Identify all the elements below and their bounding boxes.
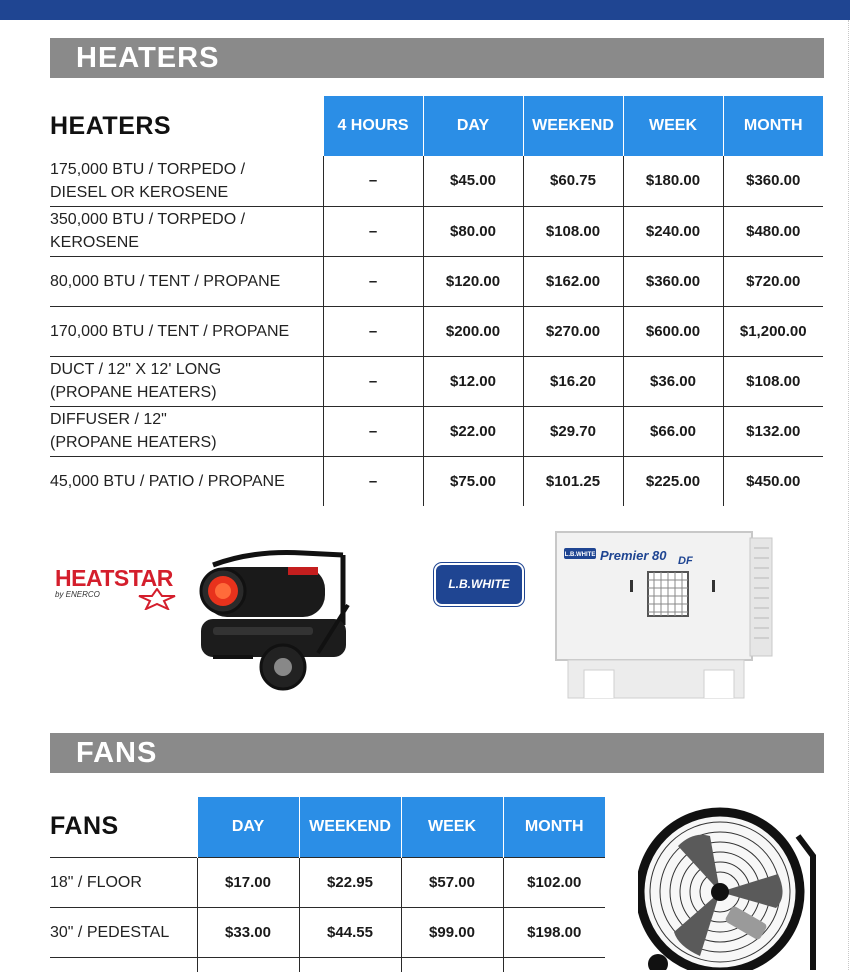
heatstar-logo: [55, 566, 183, 610]
price-month: $132.00: [723, 406, 823, 456]
price-week: $225.00: [623, 456, 723, 506]
table-row: [50, 356, 823, 406]
column-header-month: MONTH: [723, 96, 823, 156]
item-name-line1: 350,000 BTU / TORPEDO /: [50, 211, 246, 228]
column-header-month: MONTH: [503, 797, 605, 857]
table-row: [50, 857, 605, 907]
column-header-week: WEEK: [623, 96, 723, 156]
price-month: $198.00: [503, 907, 605, 957]
price-day: $120.00: [423, 256, 523, 306]
price-4-hours: –: [323, 206, 423, 256]
price-weekend: $108.00: [523, 206, 623, 256]
premier-heater-image: [554, 530, 774, 708]
item-name: 45,000 BTU / PATIO / PROPANE: [50, 472, 285, 490]
empty-cell: [401, 957, 503, 972]
price-week: $180.00: [623, 156, 723, 206]
price-weekend: $60.75: [523, 156, 623, 206]
column-header-4-hours: 4 HOURS: [323, 96, 423, 156]
top-bar: [0, 0, 850, 20]
price-month: $1,200.00: [723, 306, 823, 356]
price-week: $240.00: [623, 206, 723, 256]
price-4-hours: –: [323, 406, 423, 456]
price-month: $102.00: [503, 857, 605, 907]
price-week: $360.00: [623, 256, 723, 306]
star-icon: [137, 588, 177, 610]
price-day: $200.00: [423, 306, 523, 356]
item-name: 170,000 BTU / TENT / PROPANE: [50, 306, 323, 356]
price-week: $66.00: [623, 406, 723, 456]
item-name-line2: (PROPANE HEATERS): [50, 384, 217, 401]
column-header-day: DAY: [423, 96, 523, 156]
table-row: [50, 406, 823, 456]
item-name: 80,000 BTU / TENT / PROPANE: [50, 256, 323, 306]
item-name-line1: DUCT / 12" X 12' LONG: [50, 361, 222, 378]
item-name: [50, 206, 323, 256]
table-row: [50, 206, 823, 256]
torpedo-heater-image: [193, 545, 355, 693]
fans-rate-table: [50, 797, 605, 972]
column-header-weekend: WEEKEND: [523, 96, 623, 156]
item-name-line2: (PROPANE HEATERS): [50, 434, 217, 451]
empty-cell: [299, 957, 401, 972]
item-name: [50, 156, 323, 206]
item-name: 30" / PEDESTAL: [50, 907, 197, 957]
price-weekend: $162.00: [523, 256, 623, 306]
price-month: $480.00: [723, 206, 823, 256]
table-row-partial: [50, 957, 605, 972]
price-weekend: $29.70: [523, 406, 623, 456]
price-week: $99.00: [401, 907, 503, 957]
table-row: [50, 256, 823, 306]
price-week: $600.00: [623, 306, 723, 356]
item-name-line2: DIESEL OR KEROSENE: [50, 183, 229, 201]
table-row: [50, 306, 823, 356]
table-row: [50, 456, 823, 506]
premier-badge-text: L.B.WHITE: [564, 552, 596, 558]
item-name: 18" / FLOOR: [50, 857, 197, 907]
lbwhite-logo: L.B.WHITE: [436, 565, 522, 604]
price-4-hours: –: [323, 156, 423, 206]
fans-table-title: FANS: [50, 797, 197, 857]
item-name: [50, 406, 323, 456]
price-weekend: $101.25: [523, 456, 623, 506]
price-month: $450.00: [723, 456, 823, 506]
heaters-section-banner: HEATERS: [50, 38, 824, 78]
drum-fan-image: [638, 796, 828, 970]
table-header-row: [50, 96, 823, 156]
price-month: $720.00: [723, 256, 823, 306]
empty-cell: [197, 957, 299, 972]
price-4-hours: –: [323, 256, 423, 306]
empty-cell: [50, 957, 197, 972]
heatstar-logo-text: HEATSTAR: [55, 565, 173, 591]
item-name: [50, 356, 323, 406]
item-name-line1: 175,000 BTU / TORPEDO /: [50, 160, 246, 178]
price-day: $45.00: [423, 156, 523, 206]
table-header-row: [50, 797, 605, 857]
price-week: $57.00: [401, 857, 503, 907]
price-weekend: $16.20: [523, 356, 623, 406]
item-name-line2: KEROSENE: [50, 234, 139, 251]
price-day: $75.00: [423, 456, 523, 506]
price-weekend: $270.00: [523, 306, 623, 356]
price-4-hours: –: [323, 306, 423, 356]
price-day: $12.00: [423, 356, 523, 406]
table-row: [50, 156, 823, 206]
heaters-table-title: HEATERS: [50, 96, 323, 156]
column-header-week: WEEK: [401, 797, 503, 857]
fans-section-banner: FANS: [50, 733, 824, 773]
column-header-weekend: WEEKEND: [299, 797, 401, 857]
heatstar-logo-subtext: by ENERCO: [55, 590, 100, 599]
price-4-hours: –: [323, 356, 423, 406]
price-day: $17.00: [197, 857, 299, 907]
price-day: $33.00: [197, 907, 299, 957]
heaters-rate-table: [50, 96, 823, 506]
price-week: $36.00: [623, 356, 723, 406]
price-day: $22.00: [423, 406, 523, 456]
premier-model-text: Premier 80: [600, 548, 667, 563]
empty-cell: [503, 957, 605, 972]
table-row: [50, 907, 605, 957]
price-4-hours: –: [323, 456, 423, 506]
column-header-day: DAY: [197, 797, 299, 857]
price-weekend: $22.95: [299, 857, 401, 907]
premier-model-suffix: DF: [678, 555, 693, 567]
price-month: $108.00: [723, 356, 823, 406]
price-weekend: $44.55: [299, 907, 401, 957]
item-name-line1: DIFFUSER / 12": [50, 411, 167, 428]
price-month: $360.00: [723, 156, 823, 206]
price-day: $80.00: [423, 206, 523, 256]
page-edge-divider: [848, 20, 849, 970]
